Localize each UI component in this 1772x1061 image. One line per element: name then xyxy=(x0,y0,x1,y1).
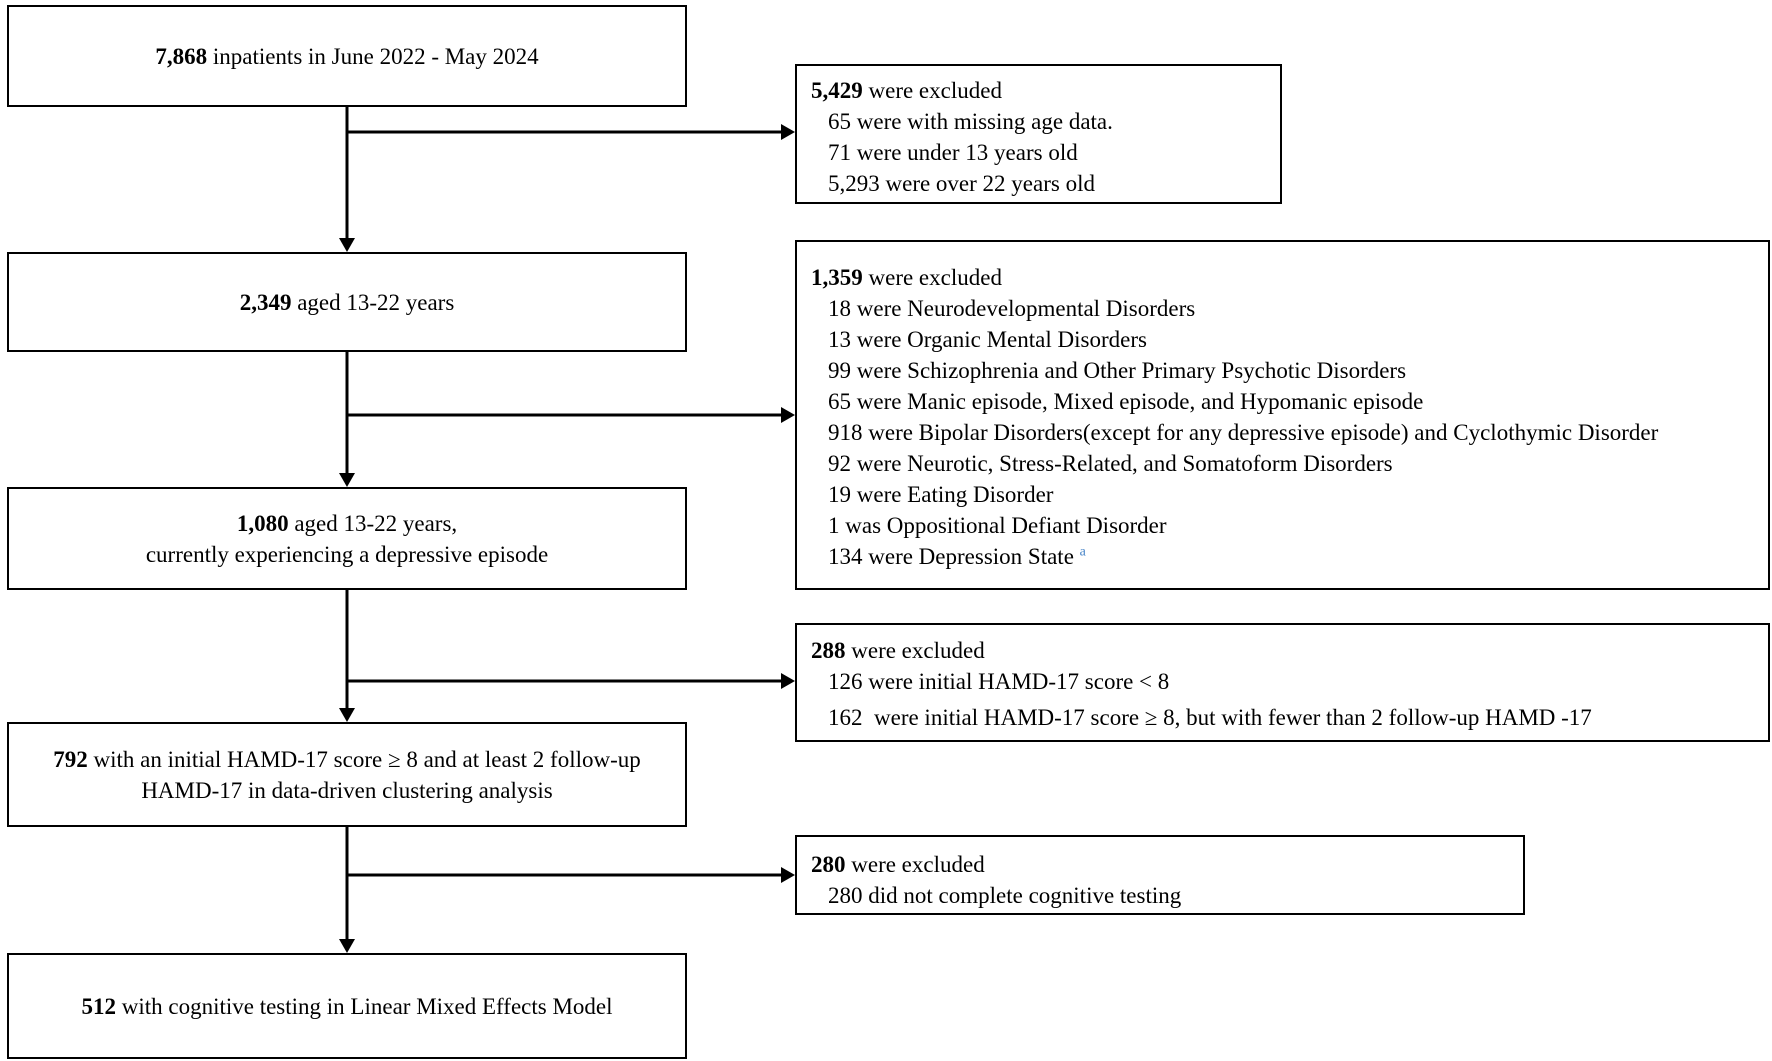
arrowhead-right-1 xyxy=(781,124,795,140)
exclusion-item xyxy=(811,541,1754,572)
exclusion-header xyxy=(811,635,1754,666)
exclusion-item: 1 was Oppositional Defiant Disorder xyxy=(828,513,1167,538)
flow-box-clustering-cohort xyxy=(7,722,687,827)
exclusion-label: were excluded xyxy=(868,78,1002,103)
box-text xyxy=(23,508,671,539)
exclusion-item: 162 were initial HAMD-17 score ≥ 8, but with fewer than 2 follow-up HAMD -17 xyxy=(828,705,1592,730)
exclusion-item: 126 were initial HAMD-17 score < 8 xyxy=(828,669,1170,694)
exclusion-item: 99 were Schizophrenia and Other Primary Psychotic Disorders xyxy=(828,358,1407,383)
arrowhead-down-4 xyxy=(339,939,355,953)
count: 7,868 xyxy=(155,43,208,69)
exclusion-item: 5,293 were over 22 years old xyxy=(828,171,1095,196)
exclusion-header xyxy=(811,262,1754,293)
exclusion-label: were excluded xyxy=(851,638,985,663)
exclusion-item: 19 were Eating Disorder xyxy=(828,482,1054,507)
flow-box-aged-13-22 xyxy=(7,252,687,352)
exclusion-item: 13 were Organic Mental Disorders xyxy=(828,327,1147,352)
count: 1,359 xyxy=(811,265,863,290)
exclusion-box-age xyxy=(795,64,1282,204)
exclusion-label: were excluded xyxy=(868,265,1002,290)
exclusion-item: 280 did not complete cognitive testing xyxy=(828,883,1182,908)
box-text xyxy=(23,41,671,72)
exclusion-item-text: 134 were Depression State xyxy=(828,544,1074,569)
box-text xyxy=(23,744,671,806)
arrowhead-down-3 xyxy=(339,708,355,722)
count: 280 xyxy=(811,852,846,877)
exclusion-box-diagnosis xyxy=(795,240,1770,590)
box-label: inpatients in June 2022 - May 2024 xyxy=(212,43,539,69)
exclusion-box-cognitive xyxy=(795,835,1525,915)
arrowhead-right-3 xyxy=(781,673,795,689)
arrowhead-down-2 xyxy=(339,473,355,487)
count: 5,429 xyxy=(811,78,863,103)
count: 288 xyxy=(811,638,846,663)
exclusion-label: were excluded xyxy=(851,852,985,877)
count: 1,080 xyxy=(236,510,289,536)
box-text-line2: currently experiencing a depressive episode xyxy=(145,541,549,567)
flow-box-inpatients xyxy=(7,5,687,107)
footnote-superscript: a xyxy=(1079,544,1086,560)
count: 512 xyxy=(81,993,116,1019)
arrowhead-down-1 xyxy=(339,238,355,252)
arrowhead-right-4 xyxy=(781,867,795,883)
flow-box-depressive-episode xyxy=(7,487,687,590)
exclusion-item: 92 were Neurotic, Stress-Related, and Somatoform Disorders xyxy=(828,451,1393,476)
exclusion-item: 65 were Manic episode, Mixed episode, and Hypomanic episode xyxy=(828,389,1424,414)
arrowhead-right-2 xyxy=(781,407,795,423)
exclusion-item: 65 were with missing age data. xyxy=(828,109,1113,134)
box-label: aged 13-22 years xyxy=(297,289,455,315)
exclusion-item: 18 were Neurodevelopmental Disorders xyxy=(828,296,1196,321)
exclusion-item: 71 were under 13 years old xyxy=(828,140,1078,165)
exclusion-item: 918 were Bipolar Disorders(except for any depressive episode) and Cyclothymic Disorder xyxy=(828,420,1659,445)
count: 792 xyxy=(53,746,88,772)
box-label: aged 13-22 years, xyxy=(294,510,458,536)
box-label: with cognitive testing in Linear Mixed Effects Model xyxy=(121,993,613,1019)
box-text xyxy=(23,991,671,1022)
flow-box-lme-cohort xyxy=(7,953,687,1059)
exclusion-box-hamd xyxy=(795,623,1770,742)
box-label: with an initial HAMD-17 score ≥ 8 and at least 2 follow-up HAMD-17 in data-driven clustering analysis xyxy=(93,746,641,803)
box-text xyxy=(23,287,671,318)
exclusion-header xyxy=(811,849,1509,880)
count: 2,349 xyxy=(239,289,292,315)
exclusion-header xyxy=(811,75,1266,106)
